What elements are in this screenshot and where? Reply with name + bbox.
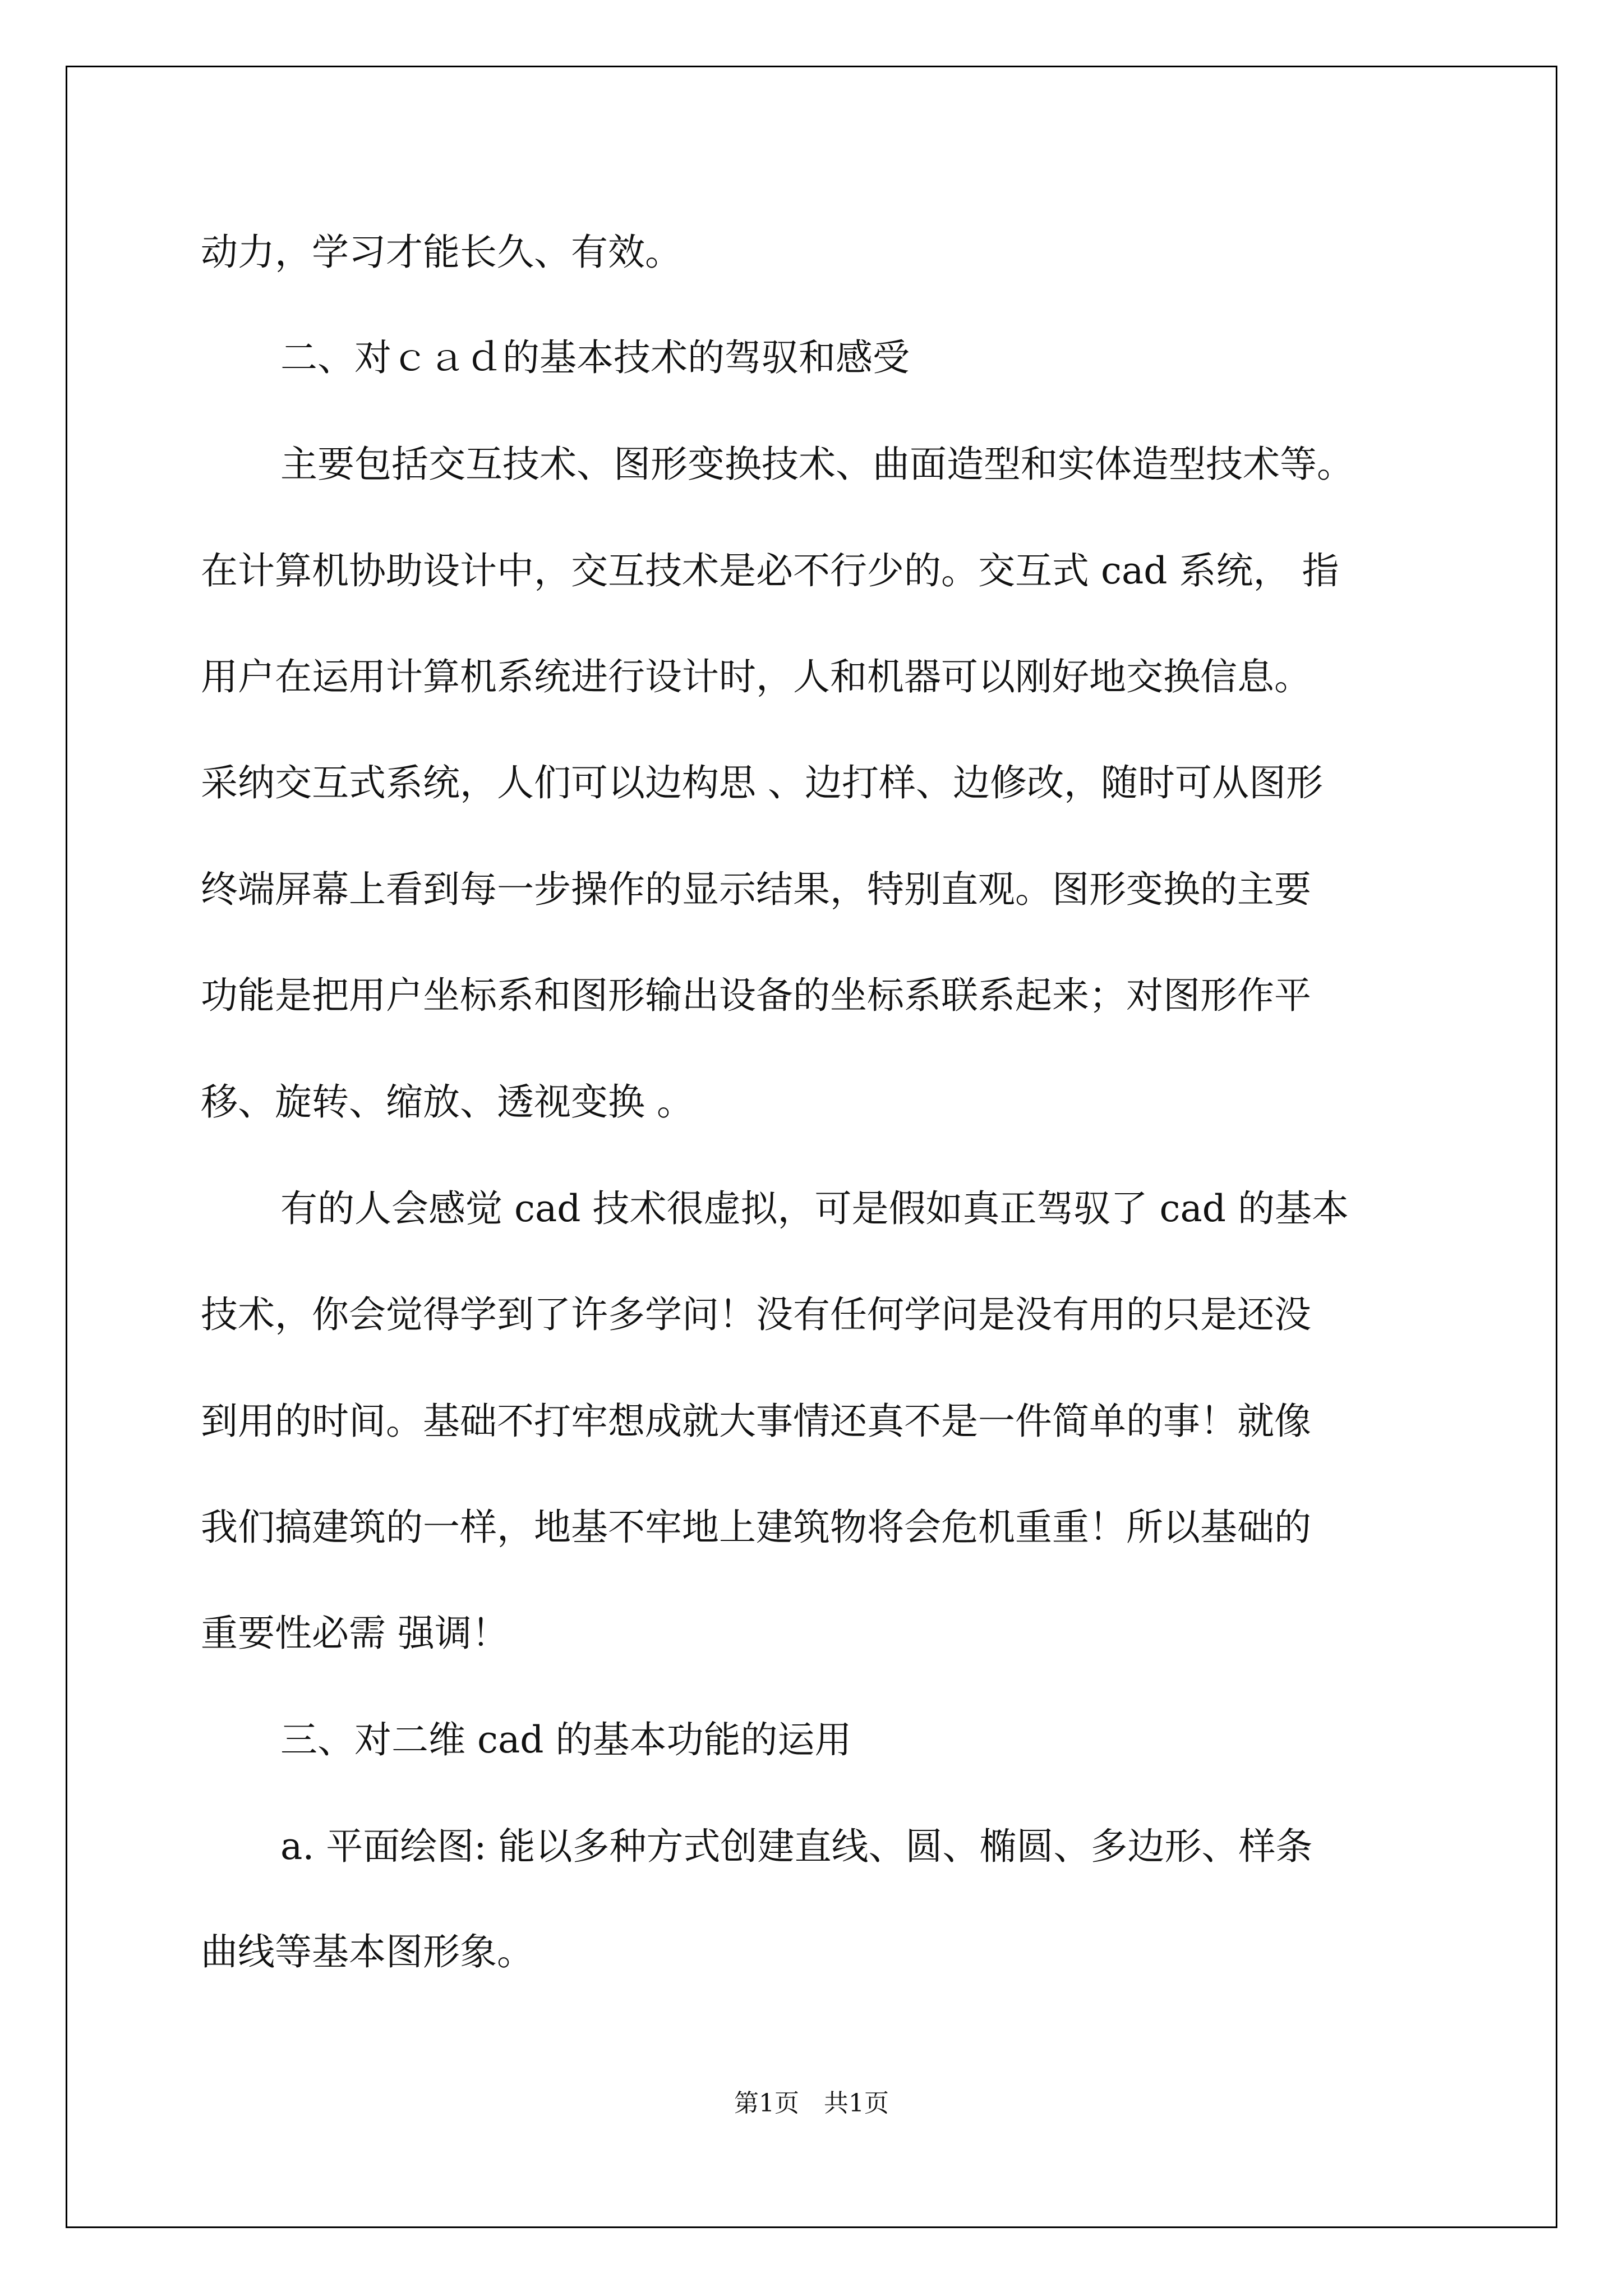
- text-line: 有的人会感觉 cad 技术很虚拟，可是假如真正驾驭了 cad 的基本: [280, 1187, 1349, 1230]
- section-heading: 三、对二维 cad 的基本功能的运用: [280, 1718, 852, 1761]
- text-line: 功能是把用户坐标系和图形输出设备的坐标系联系起来；对图形作平: [201, 974, 1311, 1017]
- text-line: 技术，你会觉得学到了许多学问！没有任何学问是没有用的只是还没: [201, 1293, 1311, 1336]
- text-line: 在计算机协助设计中，交互技术是必不行少的。交互式 cad 系统， 指: [201, 549, 1339, 592]
- text-line: 到用的时间。基础不打牢想成就大事情还真不是一件简单的事！就像: [201, 1400, 1311, 1443]
- page-number-footer: 第1页 共1页: [734, 2089, 889, 2118]
- text-line: 曲线等基本图形象。: [201, 1930, 534, 1973]
- text-line: 采纳交互式系统，人们可以边构思 、边打样、边修改，随时可从图形: [201, 761, 1323, 804]
- text-line: 终端屏幕上看到每一步操作的显示结果，特别直观。图形变换的主要: [201, 868, 1311, 911]
- section-heading: 二、对ｃａｄ的基本技术的驾驭和感受: [280, 336, 910, 379]
- text-line: 动力，学习才能长久、有效。: [201, 231, 682, 274]
- text-line: 主要包括交互技术、图形变换技术、曲面造型和实体造型技术等。: [280, 443, 1354, 486]
- text-line: 用户在运用计算机系统进行设计时，人和机器可以刚好地交换信息。: [201, 655, 1311, 698]
- text-line: a. 平面绘图: 能以多种方式创建直线、圆、椭圆、多边形、样条: [280, 1825, 1313, 1868]
- text-line: 重要性必需 强调！: [201, 1612, 509, 1655]
- text-line: 我们搞建筑的一样，地基不牢地上建筑物将会危机重重！所以基础的: [201, 1506, 1311, 1549]
- page-border: [66, 66, 1557, 2228]
- text-line: 移、旋转、缩放、透视变换 。: [201, 1080, 694, 1124]
